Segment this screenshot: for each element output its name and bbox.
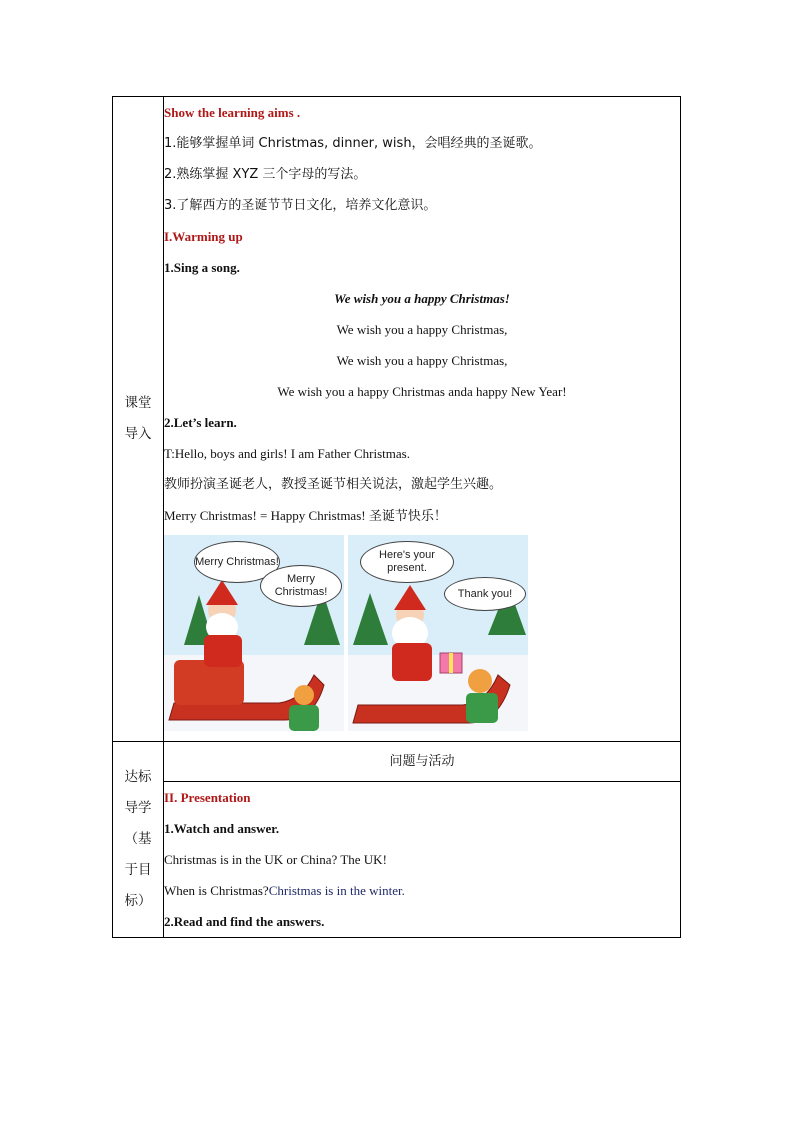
intro-label-line-2: 导入 (124, 426, 152, 442)
question-2-ask: When is Christmas? (164, 883, 269, 898)
goal-header-row (113, 742, 681, 782)
lesson-plan-table (112, 96, 681, 938)
intro-label-cell (113, 97, 164, 742)
bubble-thank-you: Thank you! (444, 577, 526, 611)
song-line-1: We wish you a happy Christmas, (336, 322, 508, 337)
illustration-panel-1 (164, 535, 344, 731)
presentation-row (113, 782, 681, 938)
intro-content-cell (164, 97, 681, 742)
bubble-merry-1: Merry Christmas! (194, 541, 280, 583)
teacher-note: 教师扮演圣诞老人，教授圣诞节相关说法，激起学生兴趣。 (164, 477, 503, 492)
activities-header: 问题与活动 (164, 742, 681, 782)
bubble-merry-2: Merry Christmas! (260, 565, 342, 607)
aims-heading: Show the learning aims . (164, 105, 301, 120)
read-heading: 2.Read and find the answers. (164, 914, 325, 929)
christmas-illustration (164, 535, 680, 731)
aim-2: 2.熟练掌握 XYZ 三个字母的写法。 (164, 167, 367, 182)
question-2 (164, 875, 680, 906)
watch-heading: 1.Watch and answer. (164, 821, 280, 836)
presentation-cell (164, 782, 681, 938)
intro-label-line-1: 课堂 (124, 395, 152, 411)
question-2-answer: Christmas is in the winter. (268, 883, 405, 898)
question-1: Christmas is in the UK or China? The UK! (164, 852, 387, 867)
warmup-heading: I.Warming up (164, 229, 243, 244)
goal-label-line-5: 标） (124, 893, 152, 909)
song-line-2: We wish you a happy Christmas, (336, 353, 508, 368)
teacher-line: T:Hello, boys and girls! I am Father Christmas. (164, 446, 410, 461)
song-title: We wish you a happy Christmas! (334, 291, 510, 306)
learn-heading: 2.Let’s learn. (164, 415, 237, 430)
illustration-panel-2 (348, 535, 528, 731)
presentation-heading: II. Presentation (164, 790, 251, 805)
intro-row (113, 97, 681, 742)
bubble-present: Here's your present. (360, 541, 454, 583)
song-line-3: We wish you a happy Christmas anda happy New Year! (277, 384, 567, 399)
sing-heading: 1.Sing a song. (164, 260, 240, 275)
goal-label-line-2: 导学 (124, 800, 152, 816)
goal-label-line-4: 于目 (124, 862, 152, 878)
goal-label-line-3: （基 (124, 831, 152, 847)
goal-label-cell (113, 742, 164, 938)
goal-label-line-1: 达标 (124, 769, 152, 785)
merry-line: Merry Christmas! = Happy Christmas! 圣诞节快乐！ (164, 508, 447, 523)
aim-1: 1.能够掌握单词 Christmas, dinner, wish，会唱经典的圣诞歌。 (164, 136, 542, 151)
aim-3: 3.了解西方的圣诞节节日文化，培养文化意识。 (164, 198, 437, 213)
